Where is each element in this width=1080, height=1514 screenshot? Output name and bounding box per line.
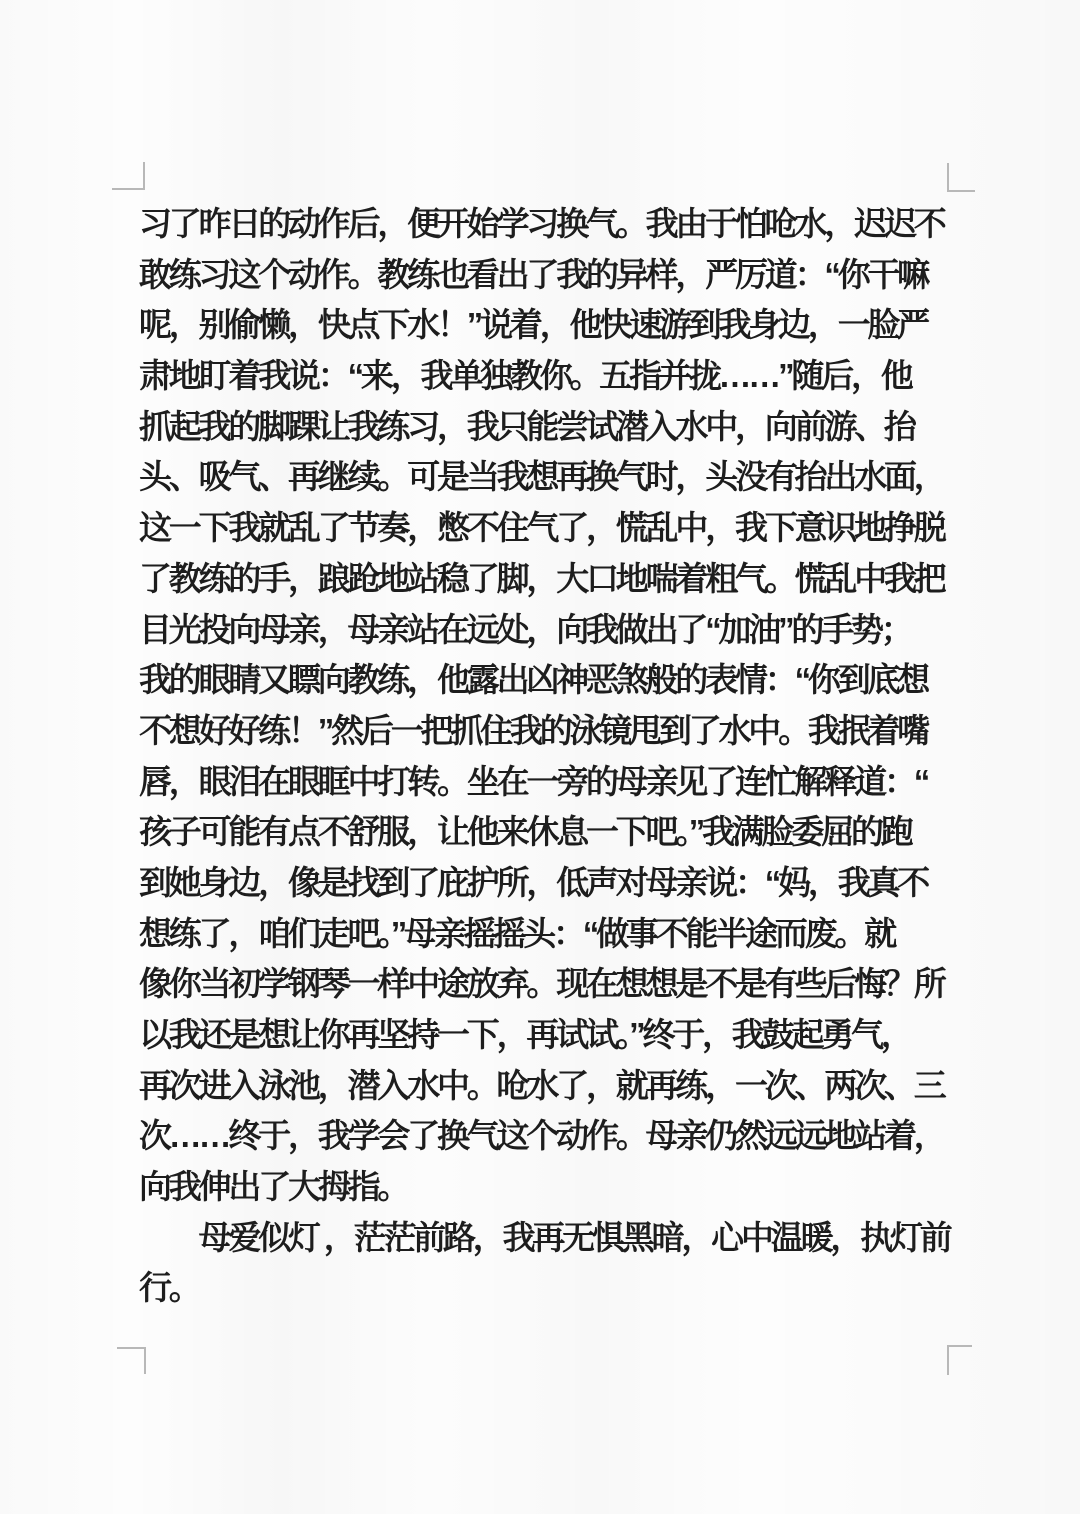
text-line: 再次进入泳池，潜入水中。呛水了，就再练，一次、两次、三 <box>139 1066 944 1104</box>
text-line: 目光投向母亲，母亲站在远处，向我做出了“加油”的手势； <box>139 610 911 648</box>
essay-text-block <box>139 199 954 1314</box>
text-line: 以我还是想让你再坚持一下，再试试。”终于，我鼓起勇气， <box>139 1016 911 1053</box>
crop-mark-top-right-icon <box>947 163 975 192</box>
text-line: 孩子可能有点不舒服，让他来休息一下吧。”我满脸委屈的跑 <box>139 813 911 851</box>
text-line: 母爱似灯 ，茫茫前路，我再无惧黑暗，心中温暖，执灯前 <box>139 1218 950 1256</box>
crop-mark-top-left-icon <box>112 162 145 190</box>
text-line: 到她身边，像是找到了庇护所，低声对母亲说：“妈，我真不 <box>139 863 928 901</box>
text-line: 头、吸气、再继续。可是当我想再换气时，头没有抬出水面， <box>139 458 944 496</box>
text-line: 抓起我的脚踝让我练习，我只能尝试潜入水中，向前游、抬 <box>139 407 914 445</box>
crop-mark-bottom-right-icon <box>947 1345 972 1375</box>
crop-mark-bottom-left-icon <box>117 1347 146 1374</box>
text-line: 次……终于，我学会了换气这个动作。母亲仍然远远地站着， <box>139 1117 944 1155</box>
text-line: 不想好好练！”然后一把抓住我的泳镜甩到了水中。我抿着嘴 <box>139 711 928 749</box>
text-line: 唇，眼泪在眼眶中打转。坐在一旁的母亲见了连忙解释道：“ <box>139 762 928 800</box>
text-line: 我的眼睛又瞟向教练，他露出凶神恶煞般的表情：“你到底想 <box>139 661 928 699</box>
text-line: 呢，别偷懒，快点下水！”说着，他快速游到我身边，一脸严 <box>139 306 928 344</box>
text-line: 行。 <box>139 1269 199 1307</box>
text-line: 向我伸出了大拇指。 <box>139 1168 408 1206</box>
text-line: 习了昨日的动作后，便开始学习换气。我由于怕呛水，迟迟不 <box>139 205 944 242</box>
text-line: 想练了，咱们走吧。”母亲摇摇头：“做事不能半途而废。就 <box>139 914 895 952</box>
text-line: 敢练习这个动作。教练也看出了我的异样，严厉道：“你干嘛 <box>139 255 928 293</box>
text-line: 像你当初学钢琴一样中途放弃。现在想想是不是有些后悔？所 <box>139 965 944 1003</box>
text-line: 这一下我就乱了节奏，憋不住气了，慌乱中，我下意识地挣脱 <box>139 509 944 547</box>
text-line: 了教练的手，踉跄地站稳了脚，大口地喘着粗气。慌乱中我把 <box>139 559 944 597</box>
text-line: 肃地盯着我说：“来，我单独教你。五指并拢……”随后，他 <box>139 357 911 395</box>
